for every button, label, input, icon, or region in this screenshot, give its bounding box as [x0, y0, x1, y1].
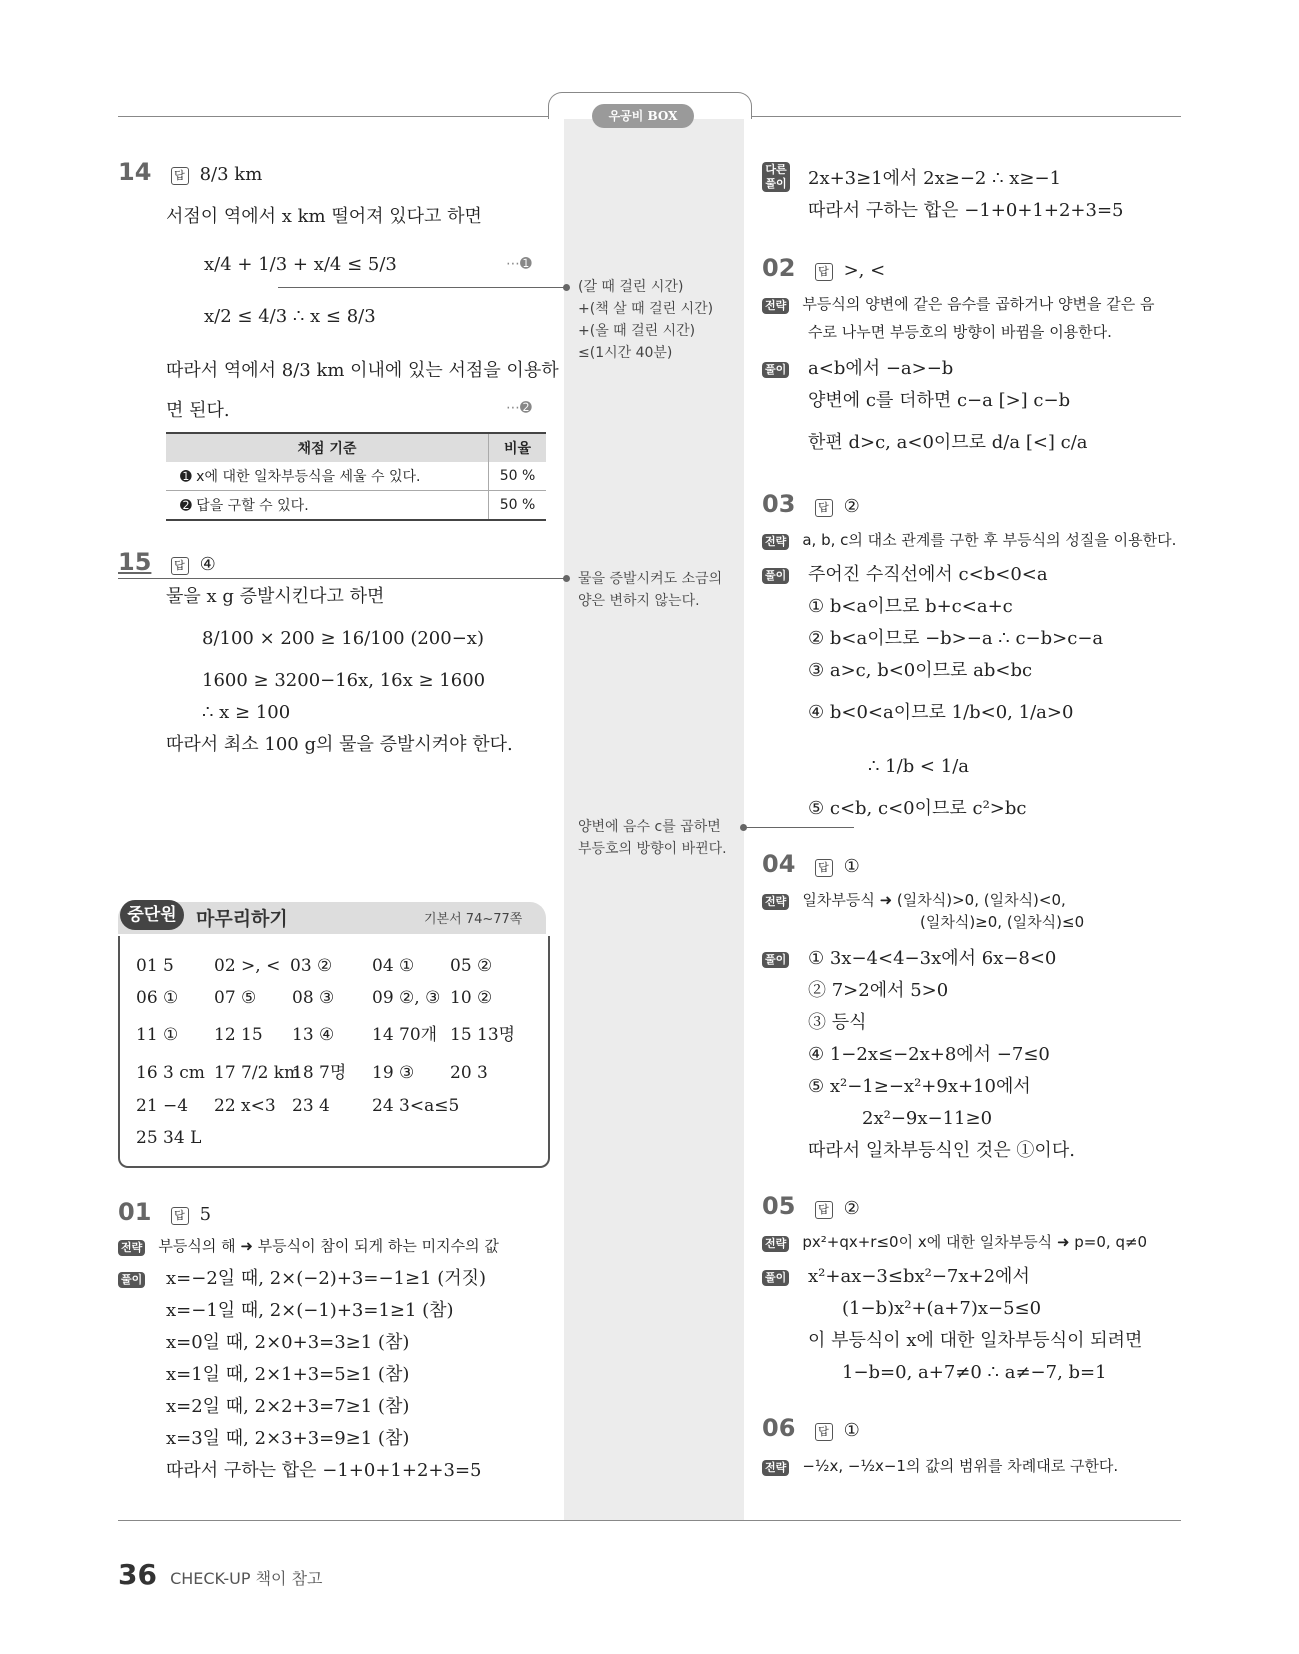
q02-line: 양변에 c를 더하면 c−a [>] c−b [808, 390, 1071, 411]
review-pill: 중단원 [120, 900, 184, 930]
table-cell: 50 % [489, 491, 547, 521]
q04-line: ② 7>2에서 5>0 [808, 980, 949, 1001]
answer-badge: 답 [815, 1423, 833, 1441]
q14-line2: 따라서 역에서 8/3 km 이내에 있는 서점을 이용하 [166, 360, 559, 381]
q02-line: a<b에서 −a>−b [808, 358, 954, 379]
answer-badge: 답 [815, 263, 833, 281]
review-item: 03 ② [290, 956, 333, 976]
note-line: 양변에 음수 c를 곱하면 [578, 819, 721, 835]
q14-line1: 서점이 역에서 x km 떨어져 있다고 하면 [166, 206, 482, 227]
q04-line: ④ 1−2x≤−2x+8에서 −7≤0 [808, 1044, 1050, 1065]
table-header: 채점 기준 [166, 433, 489, 462]
note-line: +(올 때 걸린 시간) [578, 323, 696, 339]
q14-eq2: x/2 ≤ 4/3 ∴ x ≤ 8/3 [204, 306, 376, 327]
note-salt [578, 568, 722, 612]
review-item: 20 3 [450, 1063, 488, 1083]
solution-tag: 풀이 [762, 362, 789, 378]
note-line: 물을 증발시켜도 소금의 [578, 571, 723, 587]
review-item: 22 x<3 [214, 1096, 276, 1116]
review-row [136, 1058, 488, 1083]
review-item: 05 ② [450, 956, 493, 976]
scoring-table [166, 432, 546, 521]
solution-row [762, 948, 789, 968]
q05-line: 이 부등식이 x에 대한 일차부등식이 되려면 [808, 1330, 1143, 1351]
note-line: +(책 살 때 걸린 시간) [578, 301, 714, 317]
note-negative [578, 816, 727, 860]
q01-solution [118, 1268, 145, 1288]
q05-line: 1−b=0, a+7≠0 ∴ a≠−7, b=1 [842, 1362, 1107, 1383]
strategy-tag: 전략 [762, 1236, 789, 1252]
q01 [118, 1198, 211, 1226]
strategy-row [762, 890, 1066, 910]
answer-badge: 답 [171, 167, 189, 185]
note-line: ≤(1시간 40분) [578, 345, 673, 361]
q01-line: x=1일 때, 2×1+3=5≥1 (참) [166, 1364, 410, 1385]
bottom-rule [118, 1520, 1181, 1521]
connector-line [278, 287, 568, 288]
review-item: 09 ②, ③ [372, 988, 441, 1008]
review-item: 21 −4 [136, 1096, 189, 1116]
q15-answer: ④ [199, 554, 216, 575]
book-title: CHECK-UP 책이 참고 [170, 1569, 323, 1588]
q01-number: 01 [118, 1198, 152, 1226]
strategy-tag: 전략 [762, 534, 789, 550]
q01-line: 따라서 구하는 합은 −1+0+1+2+3=5 [166, 1460, 482, 1481]
review-item: 18 7명 [292, 1063, 347, 1083]
q14-marker2: ⋯➋ [506, 400, 532, 416]
strategy-row [762, 530, 1176, 550]
q03-line: ② b<a이므로 −b>−a ∴ c−b>c−a [808, 628, 1104, 649]
footer [118, 1558, 323, 1591]
review-ref: 기본서 74~77쪽 [424, 912, 523, 927]
connector-line [118, 578, 568, 579]
answer-badge: 답 [171, 1207, 189, 1225]
review-item: 17 7/2 km [214, 1063, 301, 1083]
review-item: 15 13명 [450, 1025, 516, 1045]
review-item: 04 ① [372, 956, 415, 976]
strategy-tag: 전략 [118, 1240, 145, 1256]
q02 [762, 254, 885, 282]
answer-badge: 답 [815, 499, 833, 517]
q03 [762, 490, 860, 518]
review-item: 07 ⑤ [214, 988, 257, 1008]
page-number: 36 [118, 1558, 157, 1591]
q06-answer: ① [843, 1420, 860, 1441]
strategy-row [762, 1456, 1118, 1476]
review-item: 02 >, < [214, 956, 281, 976]
solution-tag: 풀이 [762, 568, 789, 584]
solution-tag: 풀이 [762, 1270, 789, 1286]
q01-line: x=2일 때, 2×2+3=7≥1 (참) [166, 1396, 410, 1417]
note-line: 부등호의 방향이 바뀐다. [578, 841, 727, 857]
q06 [762, 1414, 860, 1442]
q14-answer: 8/3 km [199, 164, 263, 185]
q02-line: 한편 d>c, a<0이므로 d/a [<] c/a [808, 432, 1088, 453]
review-item: 10 ② [450, 988, 493, 1008]
review-item: 23 4 [292, 1096, 330, 1116]
connector-dot [563, 284, 570, 291]
q14-eq1: x/4 + 1/3 + x/4 ≤ 5/3 [204, 254, 397, 275]
review-item: 08 ③ [292, 988, 335, 1008]
strategy-tag: 전략 [762, 1460, 789, 1476]
q14 [118, 158, 262, 186]
answer-badge: 답 [815, 859, 833, 877]
q04-line: ⑤ x²−1≥−x²+9x+10에서 [808, 1076, 1031, 1097]
q05-answer: ② [843, 1198, 860, 1219]
connector-line [744, 827, 854, 828]
q14-marker1: ⋯➊ [506, 256, 532, 272]
review-item: 25 34 L [136, 1128, 202, 1148]
table-cell: ➊ x에 대한 일차부등식을 세울 수 있다. [166, 462, 489, 491]
note-line: 양은 변하지 않는다. [578, 593, 700, 609]
q15-line2: 따라서 최소 100 g의 물을 증발시켜야 한다. [166, 734, 513, 755]
strategy-row [762, 294, 1155, 314]
q01-line: x=3일 때, 2×3+3=9≥1 (참) [166, 1428, 410, 1449]
strategy-text: px²+qx+r≤0이 x에 대한 일차부등식 ➜ p=0, q≠0 [802, 1233, 1148, 1251]
table-cell: 50 % [489, 462, 547, 491]
strategy-tag: 전략 [762, 298, 789, 314]
strategy-text: 부등식의 해 ➜ 부등식이 참이 되게 하는 미지수의 값 [158, 1237, 499, 1255]
q01-answer: 5 [199, 1204, 212, 1225]
q05 [762, 1192, 860, 1220]
table-row [166, 491, 546, 521]
q04-number: 04 [762, 850, 796, 878]
q04-line: 2x²−9x−11≥0 [862, 1108, 993, 1129]
other-tag: 다른풀이 [762, 162, 790, 192]
review-row [136, 1096, 460, 1116]
review-item: 11 ① [136, 1025, 179, 1045]
other-solution [762, 162, 790, 192]
q01-line: x=−2일 때, 2×(−2)+3=−1≥1 (거짓) [166, 1268, 487, 1289]
box-label: 우공비 BOX [592, 104, 694, 128]
q01-line: x=−1일 때, 2×(−1)+3=1≥1 (참) [166, 1300, 454, 1321]
q15-number: 15 [118, 548, 152, 576]
table-header: 비율 [489, 433, 547, 462]
solution-row [762, 564, 789, 584]
strategy-text: −½x, −½x−1의 값의 범위를 차례대로 구한다. [802, 1457, 1119, 1475]
q04-answer: ① [843, 856, 860, 877]
strategy-text: 수로 나누면 부등호의 방향이 바뀜을 이용한다. [808, 323, 1112, 341]
strategy-text: a, b, c의 대소 관계를 구한 후 부등식의 성질을 이용한다. [802, 531, 1177, 549]
note-line: (갈 때 걸린 시간) [578, 279, 684, 295]
q03-line: ① b<a이므로 b+c<a+c [808, 596, 1013, 617]
q15-eq3: ∴ x ≥ 100 [202, 702, 291, 723]
table-cell: ➋ 답을 구할 수 있다. [166, 491, 489, 521]
q02-number: 02 [762, 254, 796, 282]
q03-answer: ② [843, 496, 860, 517]
other-line: 2x+3≥1에서 2x≥−2 ∴ x≥−1 [808, 168, 1062, 189]
q03-line: ④ b<0<a이므로 1/b<0, 1/a>0 [808, 702, 1074, 723]
review-item: 19 ③ [372, 1063, 415, 1083]
review-row [136, 1020, 515, 1045]
solution-tag: 풀이 [762, 952, 789, 968]
q14-line3: 면 된다. [166, 400, 230, 421]
review-item: 06 ① [136, 988, 179, 1008]
q01-strategy [118, 1236, 499, 1256]
answer-badge: 답 [171, 557, 189, 575]
solution-row [762, 358, 789, 378]
q01-line: x=0일 때, 2×0+3=3≥1 (참) [166, 1332, 410, 1353]
answer-badge: 답 [815, 1201, 833, 1219]
q05-number: 05 [762, 1192, 796, 1220]
q15-eq1: 8/100 × 200 ≥ 16/100 (200−x) [202, 628, 484, 649]
q03-line: ⑤ c<b, c<0이므로 c²>bc [808, 798, 1027, 819]
q03-line: ③ a>c, b<0이므로 ab<bc [808, 660, 1033, 681]
q04-line: ① 3x−4<4−3x에서 6x−8<0 [808, 948, 1057, 969]
q06-number: 06 [762, 1414, 796, 1442]
review-row [136, 988, 492, 1008]
review-item: 24 3<a≤5 [372, 1096, 460, 1116]
q05-line: (1−b)x²+(a+7)x−5≤0 [842, 1298, 1042, 1319]
q15 [118, 548, 216, 576]
strategy-row [762, 1232, 1147, 1252]
solution-row [762, 1266, 789, 1286]
table-row [166, 462, 546, 491]
q15-line1: 물을 x g 증발시킨다고 하면 [166, 586, 385, 607]
solution-tag: 풀이 [118, 1272, 145, 1288]
review-item: 14 70개 [372, 1025, 438, 1045]
review-title: 마무리하기 [196, 908, 288, 930]
review-item: 01 5 [136, 956, 174, 976]
review-item: 12 15 [214, 1025, 263, 1045]
q05-line: x²+ax−3≤bx²−7x+2에서 [808, 1266, 1030, 1287]
q03-line: ∴ 1/b < 1/a [868, 756, 969, 777]
q15-eq2: 1600 ≥ 3200−16x, 16x ≥ 1600 [202, 670, 486, 691]
review-item: 13 ④ [292, 1025, 335, 1045]
q04-line: ③ 등식 [808, 1012, 867, 1033]
strategy-text: (일차식)≥0, (일차식)≤0 [920, 913, 1085, 931]
strategy-tag: 전략 [762, 894, 789, 910]
q04-line: 따라서 일차부등식인 것은 ①이다. [808, 1140, 1075, 1161]
connector-dot [563, 575, 570, 582]
q03-line: 주어진 수직선에서 c<b<0<a [808, 564, 1048, 585]
q14-number: 14 [118, 158, 152, 186]
strategy-text: 부등식의 양변에 같은 음수를 곱하거나 양변을 같은 음 [802, 295, 1155, 313]
q03-number: 03 [762, 490, 796, 518]
review-item: 16 3 cm [136, 1063, 205, 1083]
q02-answer: >, < [843, 260, 886, 281]
note-time [578, 276, 713, 364]
other-line: 따라서 구하는 합은 −1+0+1+2+3=5 [808, 200, 1124, 221]
strategy-text: 일차부등식 ➜ (일차식)>0, (일차식)<0, [802, 891, 1066, 909]
q04 [762, 850, 860, 878]
